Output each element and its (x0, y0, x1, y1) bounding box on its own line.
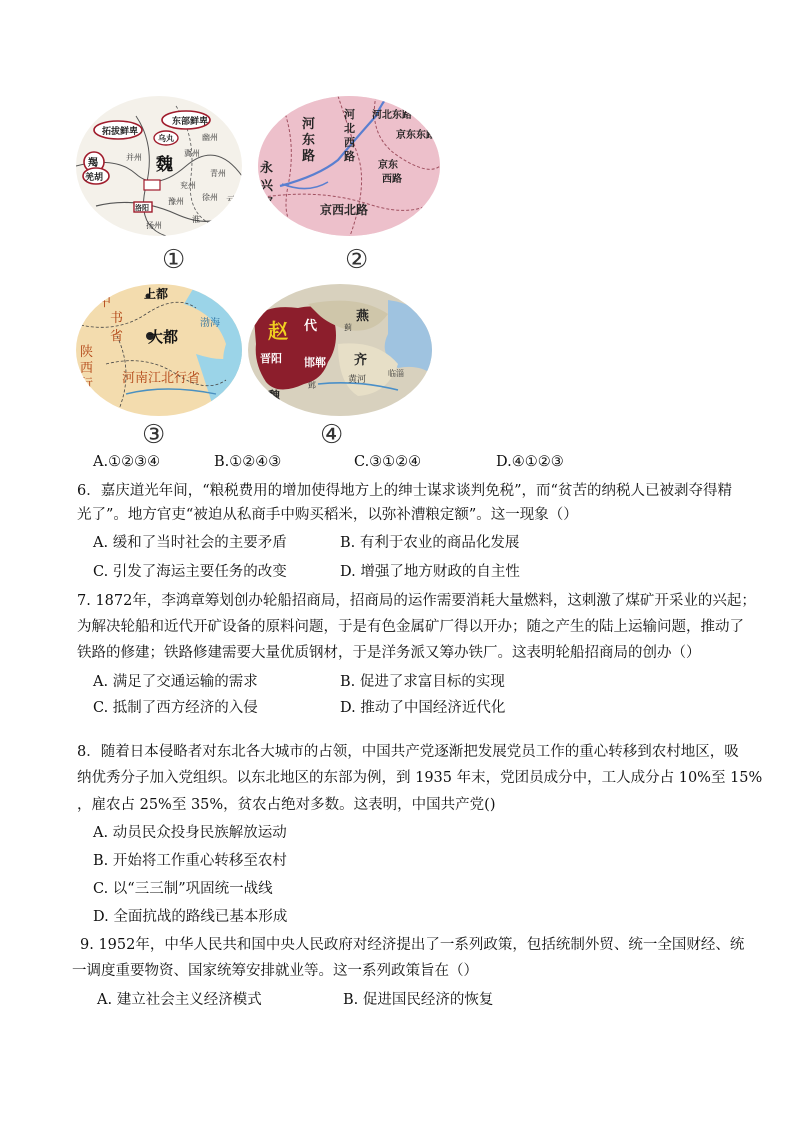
q8-stem-line-3: ，雇农占 25%至 35%，贫农占绝对多数。这表明，中国共产党() (77, 797, 496, 813)
map2-label-yongxing: 永 (260, 161, 274, 176)
map1-label-yanzhou: 兖州 (180, 181, 196, 190)
q8-option-a[interactable]: A. 动员民众投身民族解放运动 (93, 825, 287, 841)
svg-text:书: 书 (110, 311, 124, 326)
q5-option-b[interactable]: B.①②④③ (214, 454, 282, 470)
q7-stem-line-3: 铁路的修建；铁路修建需要大量优质钢材，于是洋务派又筹办铁厂。这表明轮船招商局的创办（） (77, 645, 701, 661)
map-4-caption: ④ (320, 420, 344, 450)
map2-label-jingxibei: 京西北路 (320, 203, 369, 217)
q6-option-d[interactable]: D. 增强了地方财政的自主性 (340, 564, 520, 580)
svg-text:路: 路 (302, 149, 316, 164)
map4-label-dai: 代 (304, 319, 318, 334)
map1-label-yuzhou: 豫州 (168, 197, 184, 206)
map1-label-qianghu: 羌胡 (85, 173, 104, 183)
map4-label-wei: 魏 (268, 389, 281, 403)
q6-stem-line-2: 光了”。地方官吏“被迫从私商手中购买稻米，以弥补漕粮定额”。这一现象（） (77, 507, 578, 523)
q7-stem-line-1: 7. 1872年，李鸿章筹划创办轮船招商局，招商局的运作需要消耗大量燃料，这刺激了煤矿开采业的兴起； (77, 593, 756, 609)
svg-text:行: 行 (80, 377, 94, 392)
q9-option-b[interactable]: B. 促进国民经济的恢复 (343, 992, 494, 1008)
map2-label-jingdongdong: 京东东路 (396, 130, 436, 141)
map1-label-qingzhou: 青州 (210, 169, 226, 178)
q7-option-a[interactable]: A. 满足了交通运输的需求 (93, 674, 258, 690)
svg-text:西: 西 (80, 361, 94, 376)
q6-option-c[interactable]: C. 引发了海运主要任务的改变 (93, 564, 287, 580)
q8-option-c[interactable]: C. 以“三三制”巩固统一战线 (93, 881, 273, 897)
map-2-song (258, 96, 440, 236)
map3-label-dadu: 大都 (148, 328, 179, 346)
q9-stem-line-2: 一调度重要物资、国家统筹安排就业等。这一系列政策旨在（） (72, 963, 478, 979)
q5-option-a[interactable]: A.①②③④ (93, 454, 161, 470)
map-3-caption: ③ (142, 420, 166, 450)
map2-label-hebeixi: 河 (344, 108, 355, 121)
map4-label-handan: 邯郸 (304, 356, 326, 369)
map3-label-shaanxi: 陕 (80, 345, 94, 360)
q8-option-b[interactable]: B. 开始将工作重心转移至农村 (93, 853, 287, 869)
q9-option-a[interactable]: A. 建立社会主义经济模式 (97, 992, 262, 1008)
map1-label-jizhou: 冀州 (184, 149, 200, 158)
map4-label-jinyang: 晋阳 (260, 352, 282, 365)
svg-text:北: 北 (344, 122, 355, 135)
svg-text:东: 东 (302, 133, 316, 148)
q6-option-b[interactable]: B. 有利于农业的商品化发展 (340, 535, 520, 551)
map1-label-xuzhou: 徐州 (202, 193, 218, 202)
map1-label-jie: 羯 (88, 158, 98, 169)
map4-label-ye: 邺 (308, 381, 316, 390)
map4-label-yan: 燕 (356, 309, 370, 324)
q6-stem-line-1: 6．嘉庆道光年间，“粮税费用的增加使得地方上的绅士谋求谈判免税”，而“贫苦的纳税人已被剥夺得精 (77, 483, 732, 499)
map1-label-luoyang: 洛阳 (135, 204, 149, 212)
map3-label-zhongshu: 中 (98, 295, 112, 310)
map1-label-huai: 淮 (192, 215, 200, 224)
map4-label-huanghe: 黄河 (348, 375, 367, 385)
map2-label-jingdongxi: 京东 (378, 160, 398, 171)
map3-label-henanjiangbei: 河南江北行省 (122, 371, 201, 386)
q8-stem-line-1: 8．随着日本侵略者对东北各大城市的占领，中国共产党逐渐把发展党员工作的重心转移到农村地区，吸 (77, 744, 739, 760)
q5-option-c[interactable]: C.③①②④ (354, 454, 422, 470)
q9-stem-line-1: 9. 1952年，中华人民共和国中央人民政府对经济提出了一系列政策，包括统制外贸、统一全国财经、统 (80, 937, 745, 953)
svg-text:西路: 西路 (382, 174, 402, 185)
svg-text:路: 路 (344, 150, 355, 163)
svg-text:军: 军 (260, 197, 274, 212)
map1-label-youzhou: 幽州 (202, 133, 218, 142)
map1-label-wei: 魏 (156, 155, 173, 175)
svg-text:省: 省 (80, 393, 94, 408)
map4-label-qi: 齐 (354, 353, 368, 368)
map1-label-tuoba: 拓拔鲜卑 (102, 127, 139, 137)
map2-label-hedong: 河 (302, 117, 316, 132)
q7-option-b[interactable]: B. 促进了求富目标的实现 (340, 674, 505, 690)
q8-stem-line-2: 纳优秀分子加入党组织。以东北地区的东部为例，到 1935 年末，党团员成分中，工人成分占 10%至 15% (77, 770, 763, 786)
map3-label-bohai: 渤海 (200, 318, 220, 329)
map2-label-hebeidong: 河北东路 (372, 110, 412, 121)
map3-label-shangdu: 上都 (144, 287, 169, 301)
map4-label-linzi: 临淄 (388, 369, 404, 378)
q8-option-d[interactable]: D. 全面抗战的路线已基本形成 (93, 909, 288, 925)
map-2-caption: ② (345, 245, 369, 275)
svg-text:省: 省 (110, 329, 124, 344)
map-3-yuan (76, 284, 242, 416)
map-4-warring-states (248, 284, 432, 416)
map1-label-wuwan: 乌丸 (158, 134, 174, 143)
q7-option-c[interactable]: C. 抵制了西方经济的入侵 (93, 700, 258, 716)
q7-stem-line-2: 为解决轮船和近代开矿设备的原料问题，于是有色金属矿厂得以开办；随之产生的陆上运输问题，推动了 (77, 619, 744, 635)
map1-label-kui: 亏 (226, 196, 236, 207)
map-1-caption: ① (162, 245, 186, 275)
map4-label-zhao: 赵 (268, 319, 288, 343)
svg-text:西: 西 (344, 136, 355, 149)
map1-label-dongbu: 东部鲜卑 (172, 117, 209, 127)
map4-label-ji: 蓟 (344, 323, 352, 332)
q7-option-d[interactable]: D. 推动了中国经济近代化 (340, 700, 506, 716)
map-1-wei (76, 96, 242, 236)
map1-label-bingzhou: 并州 (126, 153, 142, 162)
q6-option-a[interactable]: A. 缓和了当时社会的主要矛盾 (93, 535, 287, 551)
svg-text:兴: 兴 (260, 179, 274, 194)
map1-label-yang: 扬州 (146, 221, 162, 230)
q5-option-d[interactable]: D.④①②③ (496, 454, 564, 470)
